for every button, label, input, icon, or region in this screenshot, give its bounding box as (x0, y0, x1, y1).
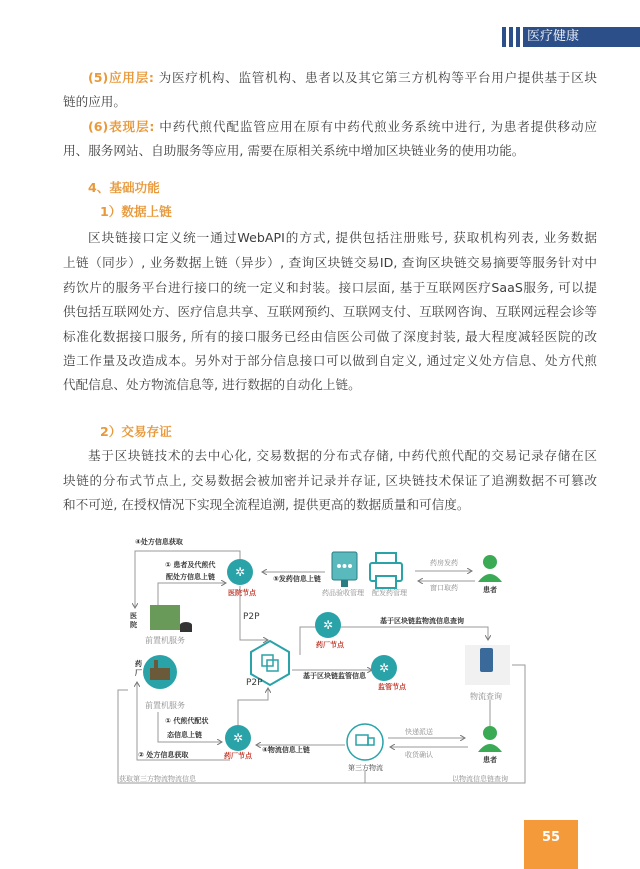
para-line: 上链（同步）, 业务数据上链（异步）, 查询区块链交易ID, 查询区块链交易摘要等服务针对中 (63, 255, 597, 270)
diagram-label: 配发药管理 (372, 589, 407, 597)
diagram-label: 医院 (130, 612, 137, 629)
diagram-label: P2P (243, 612, 260, 622)
diagram-label: 基于区块链监管信息 (303, 672, 366, 680)
para6-line: (6)表现层: 中药代煎代配监管应用在原有中药代煎业务系统中进行, 为患者提供移动应 (88, 119, 597, 134)
diagram-label: ① 代煎代配状 (165, 717, 209, 725)
heading-tx-proof: 2）交易存证 (100, 424, 172, 439)
diagram-label: 药厂节点 (224, 752, 252, 760)
diagram-label: 快递派送 (405, 728, 433, 736)
diagram-label: 医院节点 (228, 589, 256, 597)
diagram-label: ① 患者及代煎代 (165, 561, 216, 569)
diagram-label: 药房发药 (430, 559, 458, 567)
section-title: 医疗健康 (523, 27, 640, 47)
para5-line: (5)应用层: 为医疗机构、监管机构、患者以及其它第三方机构等平台用户提供基于区块 (88, 70, 597, 85)
para5-line: 链的应用。 (63, 94, 126, 109)
diagram-label: ② 处方信息获取 (138, 751, 189, 759)
diagram-label: ④处方信息获取 (135, 538, 183, 546)
diagram-label: 监管节点 (378, 683, 406, 691)
truck-icon (347, 724, 383, 760)
diagram-label: 物流查询 (470, 692, 502, 701)
diagram-label: 基于区块链监物流信息查询 (380, 617, 464, 625)
diagram-label: 收货确认 (405, 751, 433, 759)
diagram-label: 药厂 (135, 660, 142, 677)
para-line: 供包括互联网处方、医疗信息共享、互联网预约、互联网支付、互联网咨询、互联网远程会诊等 (63, 304, 597, 319)
para-line: 基于区块链技术的去中心化, 交易数据的分布式存储, 中药代煎代配的交易记录存储在区 (88, 448, 597, 463)
diagram-label: 药厂节点 (316, 641, 344, 649)
diagram-label: ⑤发药信息上链 (273, 575, 321, 583)
heading-basic-functions: 4、基础功能 (88, 180, 160, 195)
para6-line: 用、服务网站、自助服务等应用, 需要在原相关系统中增加区块链业务的使用功能。 (63, 143, 525, 158)
diagram-label: 药品验收管理 (322, 589, 364, 597)
diagram-label: 配处方信息上链 (166, 573, 215, 581)
patient-icon (483, 555, 497, 569)
diagram-label: 窗口取药 (430, 584, 458, 592)
server-icon (150, 605, 180, 630)
factory-node-icon: ✲ (315, 612, 341, 638)
page-number: 55 (524, 820, 578, 869)
diagram-label: 以物流信息链查询 (452, 775, 508, 783)
para-line: 和不可逆, 在授权情况下实现全流程追溯, 提供更高的数据质量和可信度。 (63, 497, 470, 512)
diagram-label: 第三方物流 (348, 764, 383, 772)
diagram-label: P2P (246, 678, 263, 688)
factory-node-icon: ✲ (225, 725, 251, 751)
para-line: 造工作量及改造成本。另外对于部分信息接口可以做到自定义, 通过定义处方信息、处方代煎 (63, 353, 597, 368)
supervise-node-icon: ✲ (371, 655, 397, 681)
diagram-label: 获取第三方物流物流信息 (119, 775, 196, 783)
para-line: 药饮片的服务平台进行接口的统一定义和封装。接口层面, 基于互联网医疗SaaS服务, 可以提 (63, 280, 597, 295)
diagram-label: 患者 (483, 756, 497, 764)
diagram-label: 患者 (483, 586, 497, 594)
hospital-node-icon: ✲ (227, 559, 253, 585)
heading-data-onchain: 1）数据上链 (100, 204, 172, 219)
para-line: 代配信息、处方物流信息等, 进行数据的自动化上链。 (63, 377, 361, 392)
diagram-label: 前置机服务 (145, 701, 185, 710)
diagram-label: 前置机服务 (145, 636, 185, 645)
para-line: 标准化数据接口服务, 所有的接口服务已经由信医公司做了深度封装, 最大程度减轻医院的改 (63, 329, 597, 344)
diagram-label: ④物流信息上链 (262, 746, 310, 754)
patient-icon (483, 726, 497, 740)
para-line: 块链的分布式节点上, 交易数据会被加密并记录并存证, 区块链技术保证了追溯数据不可篡改 (63, 473, 597, 488)
diagram-label: 态信息上链 (167, 731, 202, 739)
para-line: 区块链接口定义统一通过WebAPI的方式, 提供包括注册账号, 获取机构列表, 业务数据 (88, 230, 597, 245)
